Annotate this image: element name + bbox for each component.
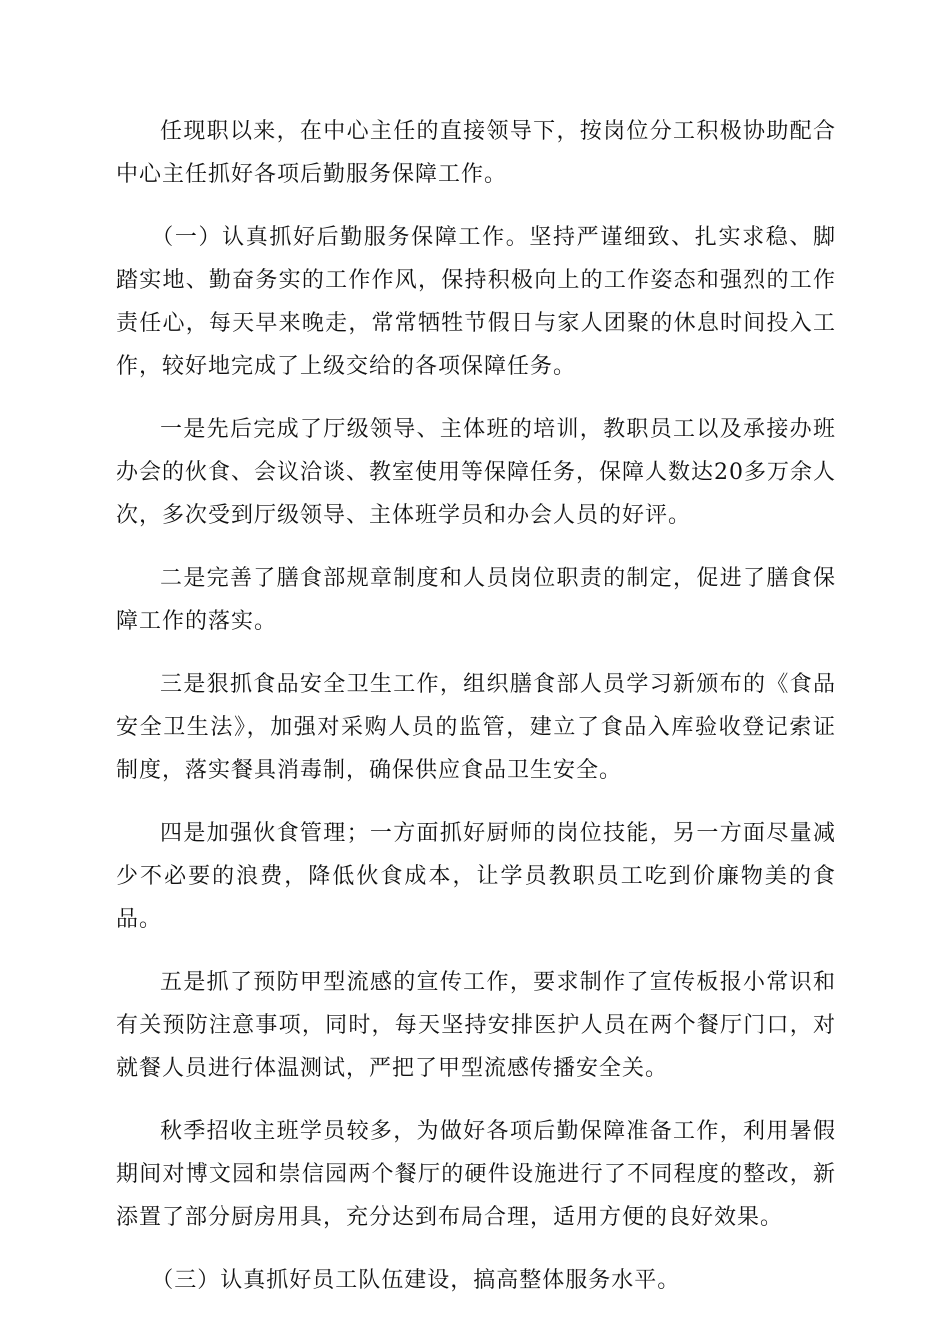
paragraph-intro: 任现职以来，在中心主任的直接领导下，按岗位分工积极协助配合中心主任抓好各项后勤服务保障工作。 [116, 119, 836, 187]
paragraph-autumn-preparation: 秋季招收主班学员较多，为做好各项后勤保障准备工作，利用暑假期间对博文园和崇信园两个餐厅的硬件设施进行了不同程度的整改，新添置了部分厨房用具，充分达到布局合理，适用方便的良好效果。 [116, 1119, 836, 1230]
paragraph-section-three: （三）认真抓好员工队伍建设，搞高整体服务水平。 [151, 1268, 681, 1293]
document-body [116, 110, 836, 1322]
paragraph-item-five: 五是抓了预防甲型流感的宣传工作，要求制作了宣传板报小常识和有关预防注意事项，同时，每天坚持安排医护人员在两个餐厅门口，对就餐人员进行体温测试，严把了甲型流感传播安全关。 [116, 970, 836, 1081]
paragraph-item-four: 四是加强伙食管理；一方面抓好厨师的岗位技能，另一方面尽量减少不必要的浪费，降低伙食成本，让学员教职员工吃到价廉物美的食品。 [116, 821, 836, 932]
paragraph-item-two: 二是完善了膳食部规章制度和人员岗位职责的制定，促进了膳食保障工作的落实。 [116, 566, 836, 634]
paragraph-item-three: 三是狠抓食品安全卫生工作，组织膳食部人员学习新颁布的《食品安全卫生法》，加强对采购人员的监管，建立了食品入库验收登记索证制度，落实餐具消毒制，确保供应食品卫生安全。 [116, 672, 836, 783]
paragraph-section-one: （一）认真抓好后勤服务保障工作。坚持严谨细致、扎实求稳、脚踏实地、勤奋务实的工作作风，保持积极向上的工作姿态和强烈的工作责任心，每天早来晚走，常常牺牲节假日与家人团聚的休息时间投入工作，较好地完成了上级交给的各项保障任务。 [116, 225, 836, 379]
paragraph-item-one: 一是先后完成了厅级领导、主体班的培训，教职员工以及承接办班办会的伙食、会议洽谈、教室使用等保障任务，保障人数达20多万余人次，多次受到厅级领导、主体班学员和办会人员的好评。 [116, 417, 836, 528]
